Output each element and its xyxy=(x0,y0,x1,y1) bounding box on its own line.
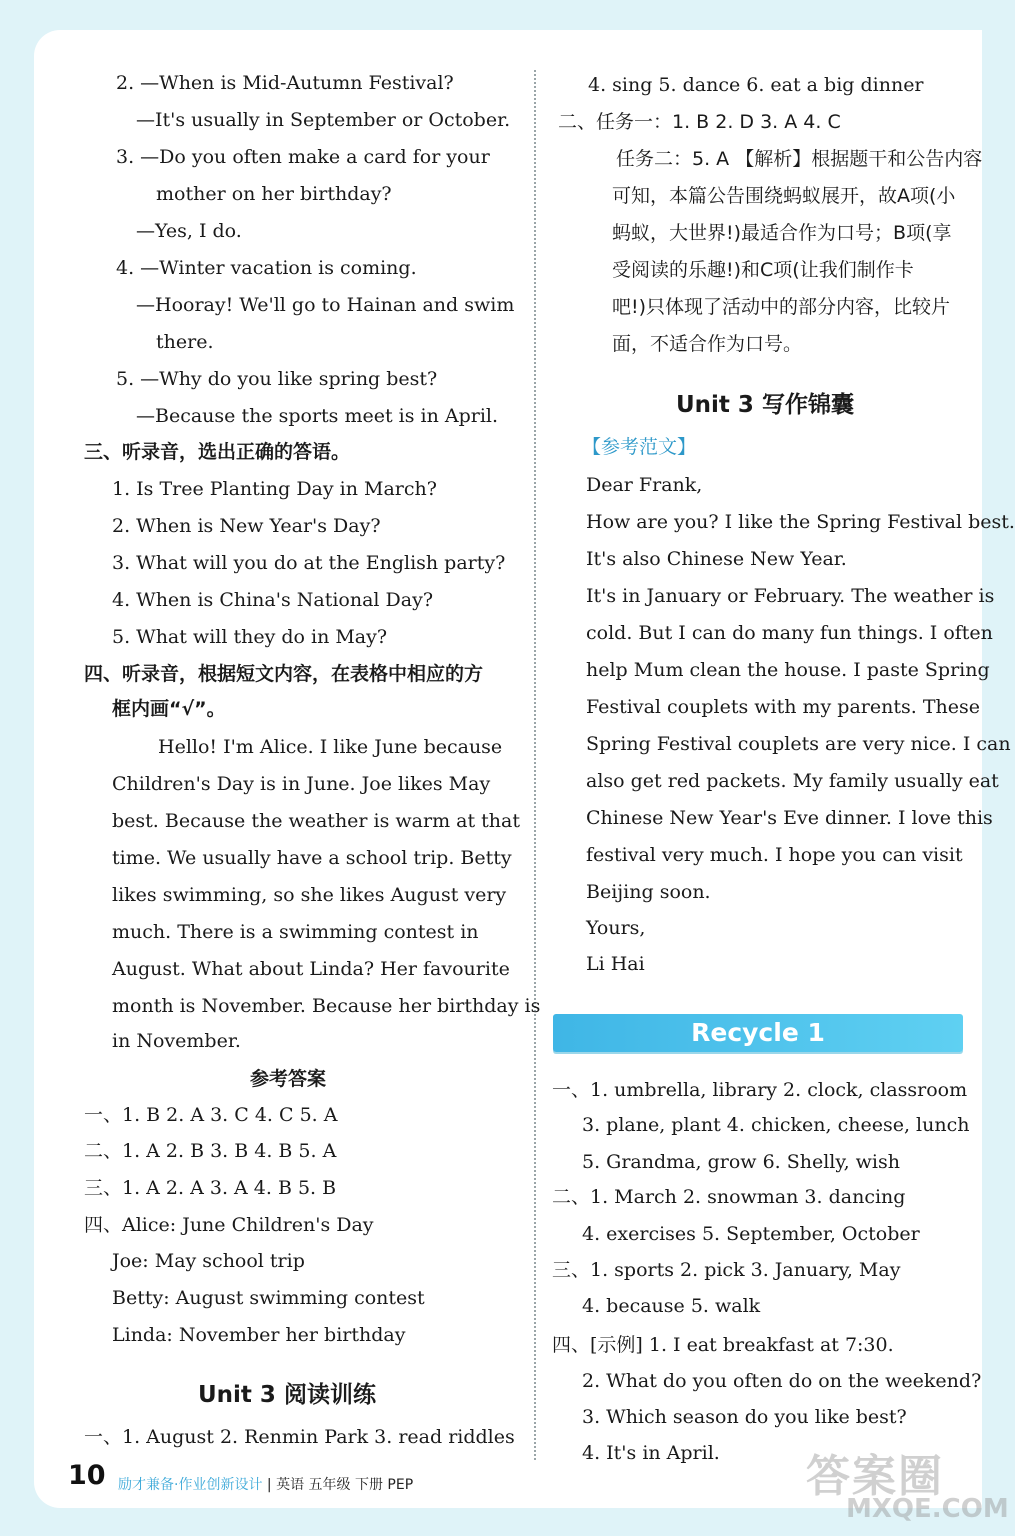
answer-line: 4. because 5. walk xyxy=(582,1295,761,1317)
column-divider xyxy=(534,70,536,1460)
dialog-line: 2. —When is Mid-Autumn Festival? xyxy=(116,72,454,94)
dialog-line: —Hooray! We'll go to Hainan and swim xyxy=(136,294,515,316)
dialog-line: —Yes, I do. xyxy=(136,220,242,242)
answer-line: Linda: November her birthday xyxy=(112,1324,406,1346)
essay-line: Chinese New Year's Eve dinner. I love this xyxy=(586,807,993,829)
passage-line: month is November. Because her birthday is xyxy=(112,995,541,1017)
answer-line: 二、1. A 2. B 3. B 4. B 5. A xyxy=(84,1140,337,1162)
question-line: 3. What will you do at the English party? xyxy=(112,552,506,574)
section-heading: 框内画“√”。 xyxy=(112,698,226,720)
essay-line: It's in January or February. The weather is xyxy=(586,585,995,607)
answer-line: 4. sing 5. dance 6. eat a big dinner xyxy=(588,74,924,96)
essay-line: It's also Chinese New Year. xyxy=(586,548,847,570)
answer-line: 四、[示例] 1. I eat breakfast at 7:30. xyxy=(552,1334,894,1356)
essay-line: Spring Festival couplets are very nice. I can xyxy=(586,733,1011,755)
essay-line: Yours, xyxy=(586,917,646,939)
watermark-url: MXQE.COM xyxy=(846,1494,1009,1524)
question-line: 5. What will they do in May? xyxy=(112,626,388,648)
essay-line: festival very much. I hope you can visit xyxy=(586,844,963,866)
answer-line: 5. Grandma, grow 6. Shelly, wish xyxy=(582,1151,900,1173)
answer-line: Betty: August swimming contest xyxy=(112,1287,425,1309)
dialog-line: 5. —Why do you like spring best? xyxy=(116,368,438,390)
analysis-line: 面，不适合作为口号。 xyxy=(612,333,803,355)
analysis-line: 任务二：5. A 【解析】根据题干和公告内容 xyxy=(616,148,983,170)
answer-line: 一、1. B 2. A 3. C 4. C 5. A xyxy=(84,1104,338,1126)
footer-info xyxy=(118,1474,413,1494)
watermark-logo xyxy=(796,1440,1009,1530)
analysis-line: 可知，本篇公告围绕蚂蚁展开，故A项(小 xyxy=(612,185,956,207)
passage-line: Hello! I'm Alice. I like June because xyxy=(158,736,503,758)
unit-heading-writing: Unit 3 写作锦囊 xyxy=(676,392,854,418)
essay-line: How are you? I like the Spring Festival best. xyxy=(586,511,1015,533)
recycle-banner xyxy=(553,1014,963,1052)
dialog-line: —Because the sports meet is in April. xyxy=(136,405,499,427)
question-line: 2. When is New Year's Day? xyxy=(112,515,381,537)
essay-line: also get red packets. My family usually eat xyxy=(586,770,999,792)
footer-brand: 励才兼备·作业创新设计 xyxy=(118,1477,263,1493)
question-line: 4. When is China's National Day? xyxy=(112,589,434,611)
section-heading: 三、听录音，选出正确的答语。 xyxy=(84,441,351,463)
passage-line: Children's Day is in June. Joe likes May xyxy=(112,773,491,795)
analysis-line: 吧!)只体现了活动中的部分内容，比较片 xyxy=(612,296,951,318)
essay-line: Dear Frank, xyxy=(586,474,703,496)
answer-line: 4. exercises 5. September, October xyxy=(582,1223,920,1245)
page-number: 10 xyxy=(68,1460,106,1491)
watermark-text: 答案圈 xyxy=(806,1451,944,1502)
passage-line: time. We usually have a school trip. Betty xyxy=(112,847,512,869)
answer-line: 四、Alice: June Children's Day xyxy=(84,1214,374,1236)
passage-line: best. Because the weather is warm at that xyxy=(112,810,520,832)
analysis-line: 蚂蚁，大世界!)最适合作为口号；B项(享 xyxy=(612,222,952,244)
essay-line: Li Hai xyxy=(586,953,645,975)
reference-label: 【参考范文】 xyxy=(582,436,697,458)
answer-line: 二、1. March 2. snowman 3. dancing xyxy=(552,1186,906,1208)
essay-line: Beijing soon. xyxy=(586,881,711,903)
passage-line: likes swimming, so she likes August very xyxy=(112,884,507,906)
dialog-line: mother on her birthday? xyxy=(156,183,392,205)
answer-line: 一、1. August 2. Renmin Park 3. read riddles xyxy=(84,1426,515,1448)
dialog-line: 4. —Winter vacation is coming. xyxy=(116,257,417,279)
footer-book-info: | 英语 五年级 下册 PEP xyxy=(266,1477,414,1493)
answer-line: Joe: May school trip xyxy=(112,1250,305,1272)
recycle-title: Recycle 1 xyxy=(691,1018,825,1047)
passage-line: much. There is a swimming contest in xyxy=(112,921,479,943)
answer-line: 一、1. umbrella, library 2. clock, classroom xyxy=(552,1079,968,1101)
essay-line: Festival couplets with my parents. These xyxy=(586,696,980,718)
answer-line: 三、1. sports 2. pick 3. January, May xyxy=(552,1259,901,1281)
answer-line: 3. plane, plant 4. chicken, cheese, lunch xyxy=(582,1114,970,1136)
answer-line: 4. It's in April. xyxy=(582,1442,720,1464)
analysis-line: 受阅读的乐趣!)和C项(让我们制作卡 xyxy=(612,259,914,281)
essay-line: help Mum clean the house. I paste Spring xyxy=(586,659,990,681)
passage-line: in November. xyxy=(112,1030,241,1052)
answer-line: 二、任务一：1. B 2. D 3. A 4. C xyxy=(558,111,841,133)
essay-line: cold. But I can do many fun things. I often xyxy=(586,622,993,644)
answer-title: 参考答案 xyxy=(250,1068,327,1090)
passage-line: August. What about Linda? Her favourite xyxy=(112,958,510,980)
answer-line: 3. Which season do you like best? xyxy=(582,1406,907,1428)
answer-line: 2. What do you often do on the weekend? xyxy=(582,1370,982,1392)
dialog-line: —It's usually in September or October. xyxy=(136,109,511,131)
section-heading: 四、听录音，根据短文内容，在表格中相应的方 xyxy=(84,663,484,685)
dialog-line: there. xyxy=(156,331,214,353)
answer-line: 三、1. A 2. A 3. A 4. B 5. B xyxy=(84,1177,337,1199)
dialog-line: 3. —Do you often make a card for your xyxy=(116,146,490,168)
question-line: 1. Is Tree Planting Day in March? xyxy=(112,478,437,500)
unit-heading-reading: Unit 3 阅读训练 xyxy=(198,1382,376,1408)
